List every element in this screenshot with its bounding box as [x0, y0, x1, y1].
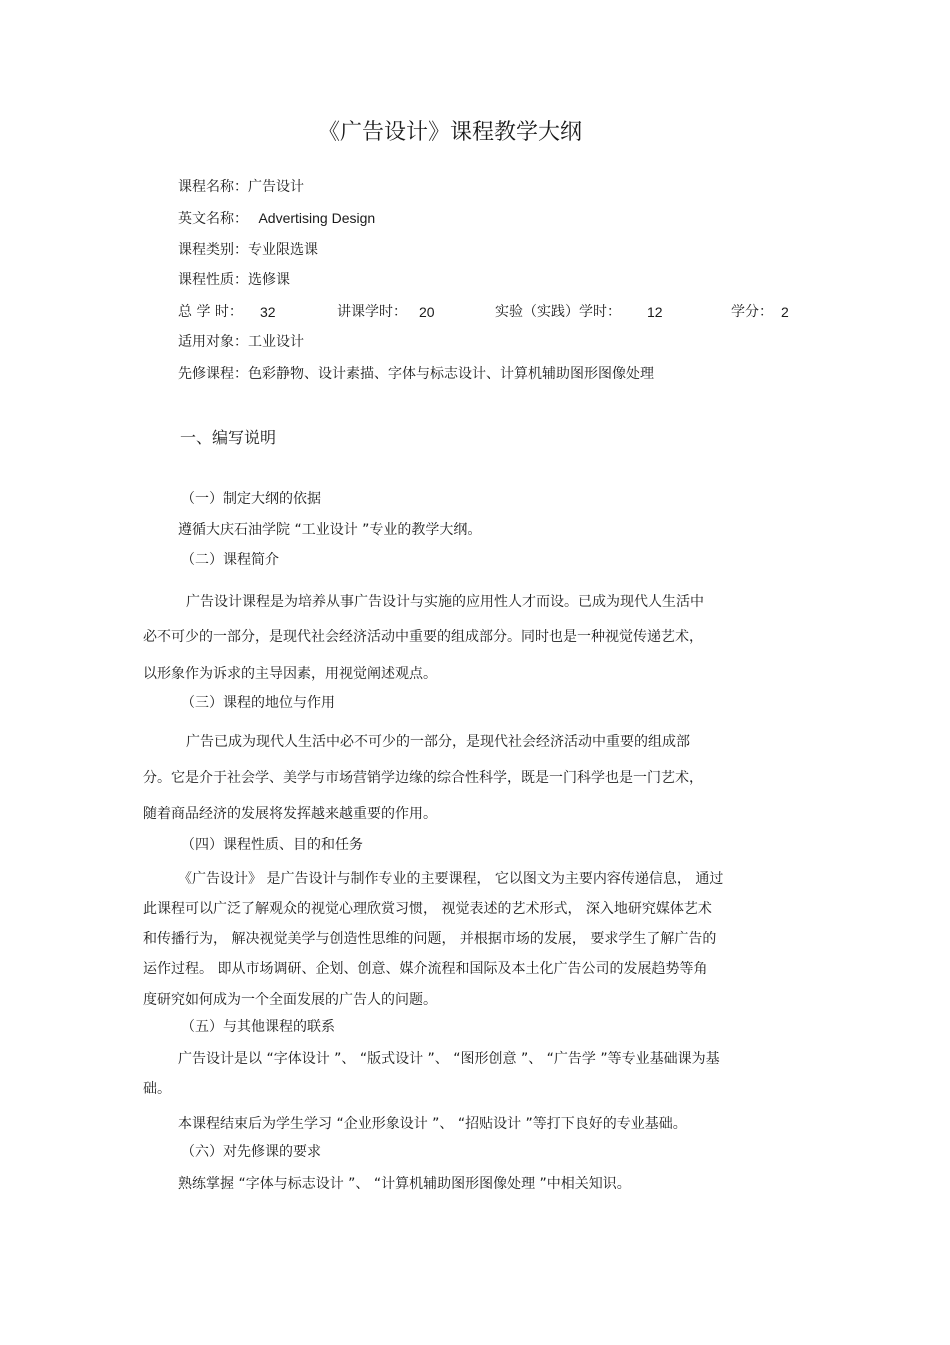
paragraph-line: 分。它是介于社会学、美学与市场营销学边缘的综合性科学，既是一门科学也是一门艺术，: [143, 770, 703, 786]
course-name-row: [178, 177, 304, 197]
total-hours-label: 总 学 时：: [178, 304, 243, 320]
paragraph-line: 本课程结束后为学生学习 “企业形象设计 ”、 “招贴设计 ”等打下良好的专业基础。: [178, 1116, 687, 1132]
english-name-value: Advertising Design: [258, 210, 376, 226]
course-nature-row: [178, 270, 290, 290]
paragraph-line: 广告设计是以 “字体设计 ”、 “版式设计 ”、 “图形创意 ”、 “广告学 ”等专业基础课为基: [178, 1051, 720, 1067]
course-name-value: 广告设计: [248, 179, 304, 195]
subsection-title: （六）对先修课的要求: [181, 1144, 321, 1160]
paragraph-line: 《广告设计》 是广告设计与制作专业的主要课程， 它以图文为主要内容传递信息， 通过: [178, 871, 724, 887]
subsection-title: （一）制定大纲的依据: [181, 491, 321, 507]
credits-label: 学分：: [731, 304, 773, 320]
page-title: 《广告设计》课程教学大纲: [318, 120, 583, 145]
lecture-hours-value: 20: [419, 304, 435, 320]
total-hours-value: 32: [260, 304, 276, 320]
paragraph-line: 必不可少的一部分，是现代社会经济活动中重要的组成部分。同时也是一种视觉传递艺术，: [143, 629, 703, 645]
course-category-label: 课程类别：: [178, 242, 248, 258]
paragraph-line: 度研究如何成为一个全面发展的广告人的问题。: [143, 992, 437, 1008]
subsection-title: （四）课程性质、目的和任务: [181, 837, 363, 853]
paragraph-line: 随着商品经济的发展将发挥越来越重要的作用。: [143, 806, 437, 822]
audience-value: 工业设计: [248, 334, 304, 350]
paragraph-line: 遵循大庆石油学院 “工业设计 ”专业的教学大纲。: [178, 522, 482, 538]
course-category-value: 专业限选课: [248, 242, 318, 258]
audience-label: 适用对象：: [178, 334, 248, 350]
section-heading: 一、编写说明: [180, 428, 277, 447]
paragraph-line: 此课程可以广泛了解观众的视觉心理欣赏习惯， 视觉表述的艺术形式， 深入地研究媒体艺术: [143, 901, 712, 917]
paragraph-line: 广告设计课程是为培养从事广告设计与实施的应用性人才而设。已成为现代人生活中: [186, 594, 704, 610]
subsection-title: （二）课程简介: [181, 552, 279, 568]
english-name-label: 英文名称：: [178, 211, 248, 227]
prerequisite-row: [178, 364, 654, 384]
paragraph-line: 以形象作为诉求的主导因素，用视觉阐述观点。: [143, 666, 437, 682]
paragraph-line: 和传播行为， 解决视觉美学与创造性思维的问题， 并根据市场的发展， 要求学生了解广告的: [143, 931, 717, 947]
course-name-label: 课程名称：: [178, 179, 248, 195]
course-nature-label: 课程性质：: [178, 272, 248, 288]
lab-hours-label: 实验（实践）学时：: [495, 304, 621, 320]
lecture-hours-label: 讲课学时：: [337, 304, 407, 320]
paragraph-line: 熟练掌握 “字体与标志设计 ”、 “计算机辅助图形图像处理 ”中相关知识。: [178, 1176, 631, 1192]
paragraph-line: 运作过程。 即从市场调研、企划、创意、媒介流程和国际及本土化广告公司的发展趋势等角: [143, 961, 708, 977]
credits-value: 2: [781, 304, 789, 320]
prerequisite-value: 色彩静物、设计素描、字体与标志设计、计算机辅助图形图像处理: [248, 366, 654, 382]
lab-hours-value: 12: [647, 304, 663, 320]
subsection-title: （三）课程的地位与作用: [181, 695, 335, 711]
english-name-row: [178, 208, 375, 229]
paragraph-line: 础。: [143, 1081, 171, 1097]
course-category-row: [178, 240, 318, 260]
subsection-title: （五）与其他课程的联系: [181, 1019, 335, 1035]
paragraph-line: 广告已成为现代人生活中必不可少的一部分，是现代社会经济活动中重要的组成部: [186, 734, 690, 750]
prerequisite-label: 先修课程：: [178, 366, 248, 382]
audience-row: [178, 332, 304, 352]
course-nature-value: 选修课: [248, 272, 290, 288]
